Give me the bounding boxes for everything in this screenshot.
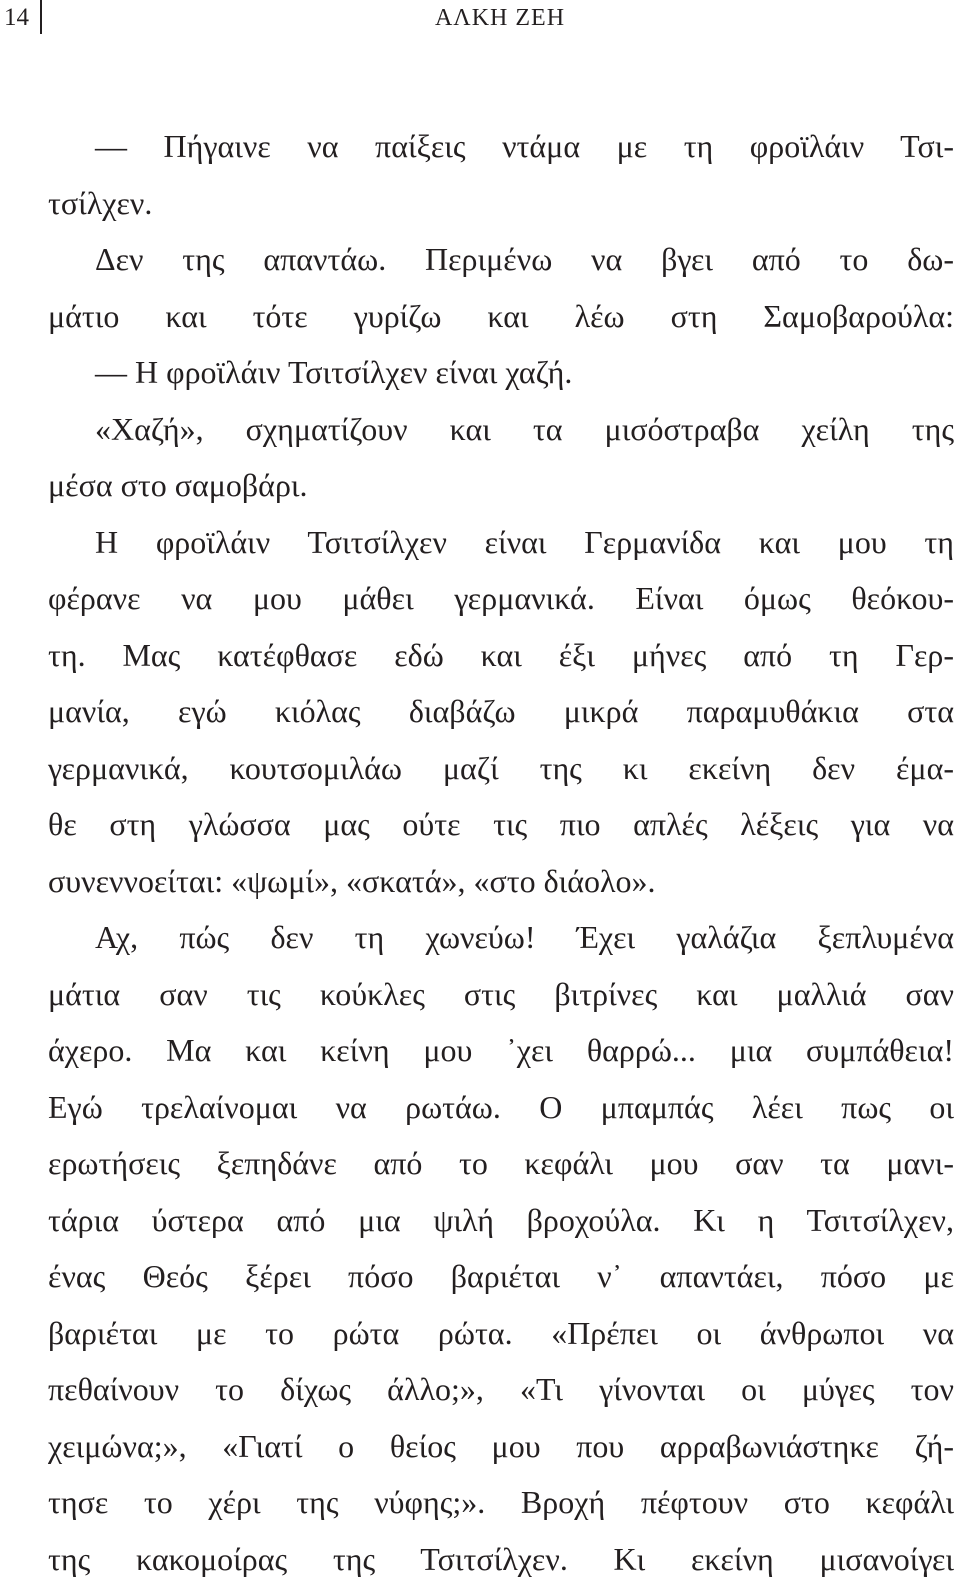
text-line: μάτια σαν τις κούκλες στις βιτρίνες και μαλλιά σαν <box>48 966 954 1023</box>
text-line: φέρανε να μου μάθει γερμανικά. Είναι όμως θεόκου- <box>48 570 954 627</box>
text-line: θε στη γλώσσα μας ούτε τις πιο απλές λέξεις για να <box>48 796 954 853</box>
text-line: μάτιο και τότε γυρίζω και λέω στη Σαμοβαρούλα: <box>48 288 954 345</box>
text-line: Δεν της απαντάω. Περιμένω να βγει από το δω- <box>48 231 954 288</box>
text-line: ένας Θεός ξέρει πόσο βαριέται ν᾽ απαντάει, πόσο με <box>48 1248 954 1305</box>
text-line: «Χαζή», σχηματίζουν και τα μισόστραβα χείλη της <box>48 401 954 458</box>
text-line: — Πήγαινε να παίξεις ντάμα με τη φροϊλάιν Τσι- <box>48 118 954 175</box>
text-line: γερμανικά, κουτσομιλάω μαζί της κι εκείνη δεν έμα- <box>48 740 954 797</box>
text-line: χειμώνα;», «Γιατί ο θείος μου που αρραβωνιάστηκε ζή- <box>48 1418 954 1475</box>
text-line: Η φροϊλάιν Τσιτσίλχεν είναι Γερμανίδα και μου τη <box>48 514 954 571</box>
text-line: Εγώ τρελαίνομαι να ρωτάω. Ο μπαμπάς λέει πως οι <box>48 1079 954 1136</box>
text-line: πεθαίνουν το δίχως άλλο;», «Τι γίνονται οι μύγες τον <box>48 1361 954 1418</box>
text-line: βαριέται με το ρώτα ρώτα. «Πρέπει οι άνθρωποι να <box>48 1305 954 1362</box>
text-line: τάρια ύστερα από μια ψιλή βροχούλα. Κι η Τσιτσίλχεν, <box>48 1192 954 1249</box>
text-line: μέσα στο σαμοβάρι. <box>48 457 954 514</box>
text-line: ερωτήσεις ξεπηδάνε από το κεφάλι μου σαν τα μανι- <box>48 1135 954 1192</box>
text-line: τσίλχεν. <box>48 175 954 232</box>
text-line: συνεννοείται: «ψωμί», «σκατά», «στο διάολο». <box>48 853 954 910</box>
body-text <box>48 118 954 1587</box>
page-header <box>0 0 960 40</box>
page-number: 14 <box>4 4 29 32</box>
text-line: — Η φροϊλάιν Τσιτσίλχεν είναι χαζή. <box>48 344 954 401</box>
text-line: της κακομοίρας της Τσιτσίλχεν. Κι εκείνη μισανοίγει <box>48 1531 954 1587</box>
text-line: Αχ, πώς δεν τη χωνεύω! Έχει γαλάζια ξεπλυμένα <box>48 909 954 966</box>
text-line: τη. Μας κατέφθασε εδώ και έξι μήνες από τη Γερ- <box>48 627 954 684</box>
text-line: μανία, εγώ κιόλας διαβάζω μικρά παραμυθάκια στα <box>48 683 954 740</box>
running-head-author: ΑΛΚΗ ΖΕΗ <box>0 4 960 32</box>
text-line: άχερο. Μα και κείνη μου ᾽χει θαρρώ... μια συμπάθεια! <box>48 1022 954 1079</box>
text-line: τησε το χέρι της νύφης;». Βροχή πέφτουν στο κεφάλι <box>48 1474 954 1531</box>
